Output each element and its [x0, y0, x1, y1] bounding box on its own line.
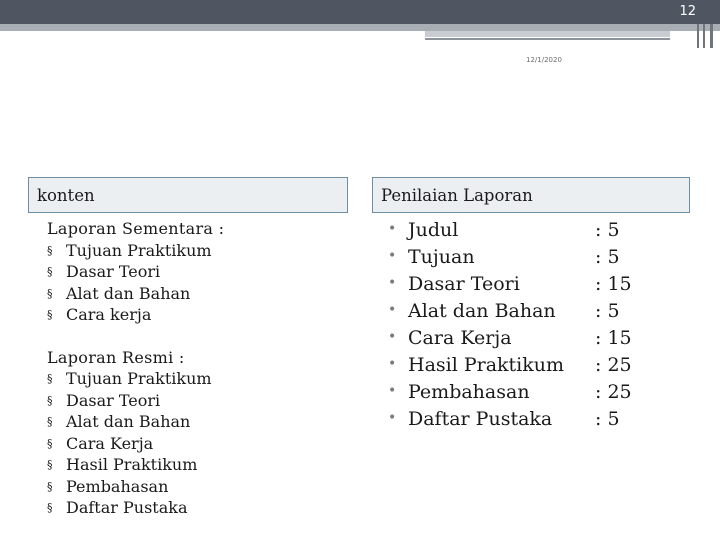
score-value: : 25	[595, 381, 632, 403]
list-item: • Daftar Pustaka : 5	[388, 406, 688, 433]
dot-bullet-icon: •	[388, 329, 397, 345]
list-item: § Dasar Teori	[47, 262, 161, 281]
dot-bullet-icon: •	[388, 221, 397, 237]
page-number: 12	[679, 4, 696, 19]
list-item: § Pembahasan	[47, 476, 169, 496]
square-bullet-icon: §	[47, 286, 53, 300]
header-accent-line-3	[425, 38, 670, 40]
header-accent-line	[0, 24, 720, 31]
content-header	[28, 177, 348, 213]
slide-date: 12/1/2020	[526, 56, 562, 64]
square-bullet-icon: §	[47, 308, 53, 321]
score-value: : 5	[595, 300, 620, 322]
dot-bullet-icon: •	[388, 410, 397, 426]
group-items	[47, 240, 347, 326]
list-item: § Tujuan Praktikum	[47, 369, 212, 388]
list-item: § Daftar Pustaka	[47, 498, 188, 517]
dot-bullet-icon: •	[388, 248, 397, 264]
score-value: : 25	[595, 354, 632, 376]
square-bullet-icon: §	[47, 501, 53, 514]
assessment-header-label: Penilaian Laporan	[381, 185, 533, 205]
dot-bullet-icon: •	[388, 302, 397, 318]
group-title: Laporan Sementara :	[47, 219, 225, 238]
header-stripe	[703, 24, 705, 48]
list-item: • Tujuan : 5	[388, 244, 688, 271]
score-value: : 5	[595, 219, 620, 241]
list-item: § Hasil Praktikum	[47, 455, 198, 474]
square-bullet-icon: §	[47, 415, 53, 428]
list-item: § Alat dan Bahan	[47, 412, 191, 431]
list-item: § Cara kerja	[47, 305, 152, 324]
list-item: • Pembahasan : 25	[388, 379, 688, 406]
square-bullet-icon: §	[47, 243, 53, 257]
score-value: : 5	[595, 246, 620, 268]
square-bullet-icon: §	[47, 436, 53, 450]
square-bullet-icon: §	[47, 372, 53, 385]
list-item: § Dasar Teori	[47, 390, 161, 410]
group-title: Laporan Resmi :	[47, 347, 185, 367]
score-value: : 15	[595, 327, 632, 349]
content-list	[47, 218, 347, 519]
dot-bullet-icon: •	[388, 383, 397, 399]
list-item: • Dasar Teori : 15	[388, 271, 688, 298]
square-bullet-icon: §	[47, 458, 53, 471]
square-bullet-icon: §	[47, 393, 53, 407]
score-value: : 5	[595, 408, 620, 430]
list-item: § Cara Kerja	[47, 433, 154, 453]
assessment-header	[372, 177, 690, 213]
list-item: § Alat dan Bahan	[47, 283, 191, 303]
dot-bullet-icon: •	[388, 275, 397, 291]
group-items	[47, 368, 347, 519]
dot-bullet-icon: •	[388, 356, 397, 372]
header-accent-line-2	[425, 31, 670, 37]
list-item: § Tujuan Praktikum	[47, 240, 212, 260]
score-value: : 15	[595, 273, 632, 295]
square-bullet-icon: §	[47, 479, 53, 493]
assessment-list	[388, 217, 688, 433]
square-bullet-icon: §	[47, 265, 53, 278]
header-stripe	[697, 24, 699, 48]
list-item: • Judul : 5	[388, 217, 688, 244]
list-item: • Hasil Praktikum : 25	[388, 352, 688, 379]
header-stripe	[710, 24, 713, 48]
content-header-label: konten	[37, 185, 95, 205]
slide-header-bar	[0, 0, 720, 24]
assessment-items	[388, 217, 688, 433]
list-item: • Alat dan Bahan : 5	[388, 298, 688, 325]
list-item: • Cara Kerja : 15	[388, 325, 688, 352]
